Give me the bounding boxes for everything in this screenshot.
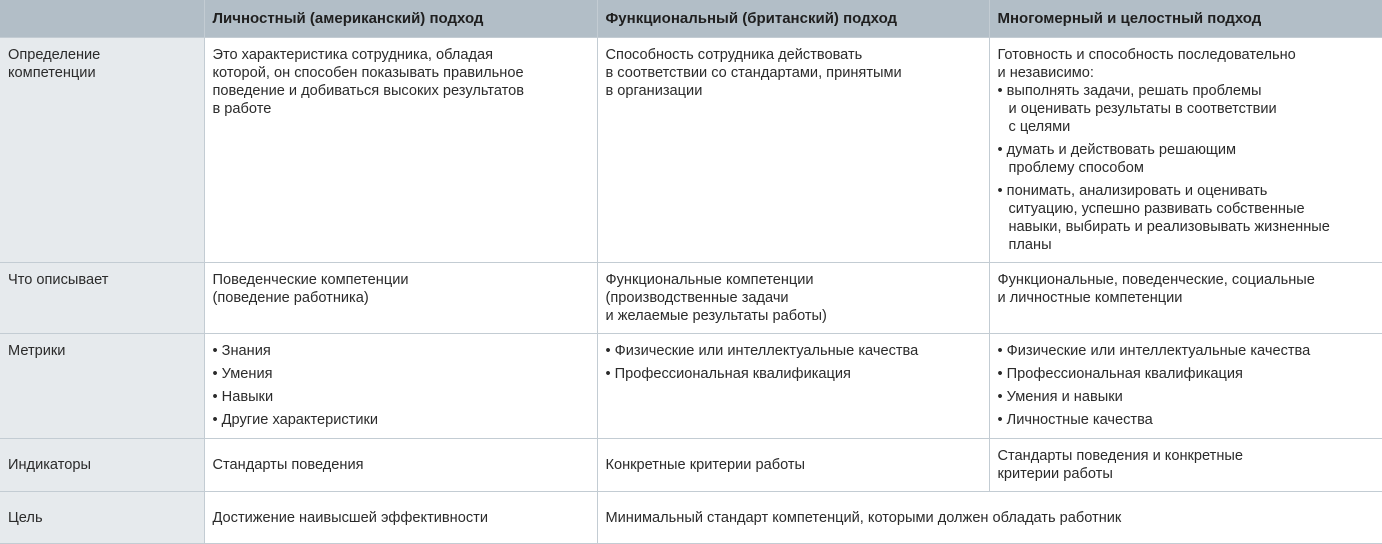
cell-metrics-holistic — [989, 334, 1382, 439]
row-indicators — [0, 439, 1382, 492]
definition-holistic-list — [998, 82, 1375, 254]
list-item: • Физические или интеллектуальные качества — [997, 343, 1311, 359]
list-item: • Умения и навыки — [997, 389, 1123, 405]
list-item: • думать и действовать решающим проблему способом — [997, 142, 1237, 176]
row-goal — [0, 492, 1382, 544]
cell-describes-american: Поведенческие компетенции (поведение работника) — [204, 263, 597, 334]
row-label-goal: Цель — [0, 492, 204, 544]
cell-definition-holistic — [989, 38, 1382, 263]
row-label-definition: Определение компетенции — [0, 38, 204, 263]
cell-metrics-american — [204, 334, 597, 439]
row-label-indicators: Индикаторы — [0, 439, 204, 492]
cell-describes-holistic: Функциональные, поведенческие, социальные и личностные компетенции — [989, 263, 1382, 334]
cell-definition-american: Это характеристика сотрудника, обладая которой, он способен показывать правильное поведение и добиваться высоких результатов в работе — [204, 38, 597, 263]
row-definition — [0, 38, 1382, 263]
list-item: • понимать, анализировать и оценивать ситуацию, успешно развивать собственные навыки, выбирать и реализовывать жизненные планы — [997, 183, 1330, 253]
cell-indicators-british: Конкретные критерии работы — [597, 439, 989, 492]
metrics-holistic-list — [998, 342, 1375, 429]
row-label-metrics: Метрики — [0, 334, 204, 439]
cell-indicators-american: Стандарты поведения — [204, 439, 597, 492]
list-item: • Физические или интеллектуальные качества — [605, 343, 919, 359]
row-label-describes: Что описывает — [0, 263, 204, 334]
list-item: • Навыки — [212, 389, 274, 405]
list-item: • Умения — [212, 366, 273, 382]
list-item: • выполнять задачи, решать проблемы и оценивать результаты в соответствии с целями — [997, 83, 1277, 135]
row-metrics — [0, 334, 1382, 439]
list-item: • Знания — [212, 343, 271, 359]
header-holistic-approach: Многомерный и целостный подход — [989, 0, 1382, 38]
list-item: • Профессиональная квалификация — [997, 366, 1243, 382]
cell-indicators-holistic: Стандарты поведения и конкретные критерии работы — [989, 439, 1382, 492]
metrics-american-list — [213, 342, 589, 429]
list-item: • Профессиональная квалификация — [605, 366, 851, 382]
header-american-approach: Личностный (американский) подход — [204, 0, 597, 38]
header-row — [0, 0, 1382, 38]
header-british-approach: Функциональный (британский) подход — [597, 0, 989, 38]
list-item: • Другие характеристики — [212, 412, 379, 428]
cell-goal-british-holistic: Минимальный стандарт компетенций, которыми должен обладать работник — [597, 492, 1382, 544]
cell-metrics-british — [597, 334, 989, 439]
header-corner — [0, 0, 204, 38]
metrics-british-list — [606, 342, 981, 383]
cell-describes-british: Функциональные компетенции (производственные задачи и желаемые результаты работы) — [597, 263, 989, 334]
definition-holistic-intro: Готовность и способность последовательно и независимо: — [997, 47, 1296, 81]
row-describes — [0, 263, 1382, 334]
list-item: • Личностные качества — [997, 412, 1153, 428]
cell-goal-american: Достижение наивысшей эффективности — [204, 492, 597, 544]
cell-definition-british: Способность сотрудника действовать в соответствии со стандартами, принятыми в организации — [597, 38, 989, 263]
